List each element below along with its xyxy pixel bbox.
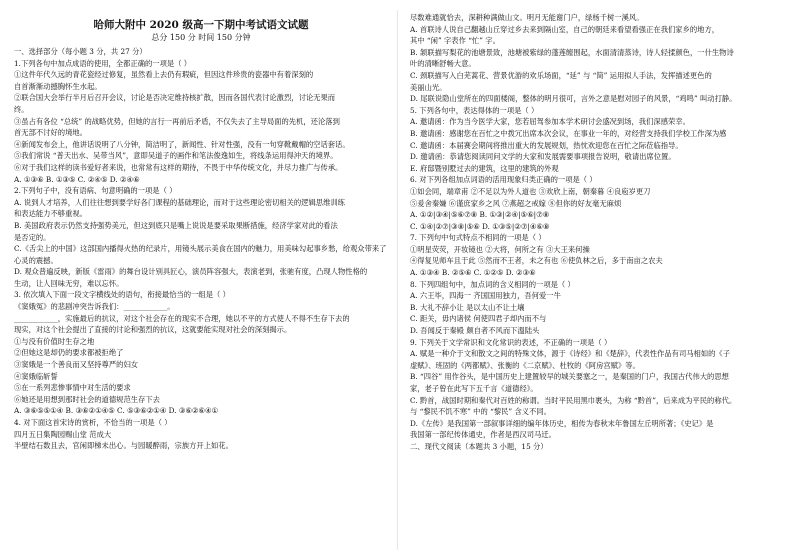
right-text-line: D.《左传》是我国第一部叙事详细的编年体历史，相传为春秋末年鲁国左丘明所著；《史记》是 bbox=[410, 418, 714, 428]
left-column bbox=[14, 12, 388, 452]
right-text-line: 其中 “闲” 字表作 “忙” 字。 bbox=[410, 36, 500, 46]
left-text-line: 生动，让人回味无穷，难以忘怀。 bbox=[14, 278, 124, 288]
left-text-line: ②联合国大会举行半月后召开会议，讨论是否决定维持核扩散，因而各国代表讨论激烈，讨论无果而 bbox=[14, 93, 336, 103]
left-text-line: ⑥她还是用想到那时社会的道德规范生存下去 bbox=[14, 394, 160, 404]
left-text-line: A. ①③⑥ B. ①③⑤ C. ②④⑤ D. ②④⑥ bbox=[14, 174, 140, 184]
right-text-line: D. 邀请函：恭请您阅读同问文学的大家和发展需要事项报告说明，敬请出席位置。 bbox=[410, 152, 676, 162]
right-text-line: 9. 下列关于文学常识和文化常识的表述，不正确的一项是（ ） bbox=[410, 337, 612, 347]
left-text-line: ④新闻发布会上，他讲话说明了八分钟，简洁明了，新闻性、针对性强，没有一句穿靴戴帽的空话套话。 bbox=[14, 139, 350, 149]
column-divider bbox=[397, 10, 398, 550]
left-text-line: 自首渐渐动撼胸怀生水起。 bbox=[14, 81, 102, 91]
left-text-line: ③虽占有各位 “总统” 的战略优势，但她的言行一再前后矛盾，不仅失去了主导局面的先机，还沦落到 bbox=[14, 116, 340, 126]
left-text-line: 心灵的震撼。 bbox=[14, 255, 58, 265]
right-column bbox=[410, 12, 784, 453]
right-text-line: C. ①④|②⑦|③⑧|⑤⑥ D. ①③⑤|②⑦|④⑥⑧ bbox=[410, 221, 550, 231]
exam-subtitle: 总分 150 分 时间 150 分钟 bbox=[151, 33, 251, 42]
right-text-line: C. 颈联描写入白芜蒿花、营景优游的欢乐场面，“延” 与 “简” 运用拟人手法，发挥描述更色的 bbox=[410, 70, 712, 80]
right-text-line: B. 颔联描写梨花的池塘景致，池塘被紫绿的蓬莲缠围起，水面清清蒸诗，诗人轻揉颜色，一什生物诗 bbox=[410, 47, 734, 57]
left-text-line: 3. 依次填入下面一段文字横线处的语句，衔接最恰当的一组是（ ） bbox=[14, 290, 230, 300]
right-text-line: A. 邀请函：作为当今医学大家，您若屈驾参加本学术研讨会盛况到场，我们深感荣幸。 bbox=[410, 117, 690, 127]
right-text-line: 与 “黎民不饥不寒” 中的 “黎民” 含义不同。 bbox=[410, 407, 551, 417]
right-text-line: 美丽山光。 bbox=[410, 82, 447, 92]
left-text-line: 1.下列各句中加点成语的使用，全都正确的一项是（ ） bbox=[14, 58, 192, 68]
right-text-line: ①明星荧荧，开妆镜也 ②大将，何所之有 ③大王来何操 bbox=[410, 244, 590, 254]
left-text-block bbox=[14, 46, 388, 452]
left-text-line: ⑤在一系列悲惨事情中对生活的要求 bbox=[14, 383, 131, 393]
left-text-line: ②但她这是却仍的要求都被拒绝了 bbox=[14, 348, 124, 358]
right-text-line: ④得复见师车且于此 ⑤然而不王者，未之有也 ⑥使负林之后，多于南亩之农夫 bbox=[410, 256, 663, 266]
left-text-line: 首无部不讨好的境地。 bbox=[14, 128, 87, 138]
right-text-line: 6. 对下列各组加点词语的活用现象归类正确的一项是（ ） bbox=[410, 175, 597, 185]
right-text-line: A. 六王毕，四海一 齐国国用独力，吾何爱一牛 bbox=[410, 291, 561, 301]
right-text-line: C. 距关，毋内诸侯 何使四君子却内而不与 bbox=[410, 314, 547, 324]
left-text-line: 四月五日集陶园赐山堂 范成大 bbox=[14, 429, 112, 439]
left-text-line: 终。 bbox=[14, 104, 29, 114]
right-text-line: ⑤爰舍秦嫌 ⑥谨庶家乡之风 ⑦燕超之戒嫁 ⑧但你的好友毫无麻烦 bbox=[410, 198, 622, 208]
left-text-line: ④窦娥临斩誓 bbox=[14, 371, 58, 381]
left-text-line: ____________，实施最后的抗议，对这个社会存在的现实不合理，她以不平的方式使人不得不生存下去的 bbox=[14, 313, 350, 323]
right-text-line: A. ①②|③④|⑤⑥⑦⑧ B. ①③|②④|⑤⑥|⑦⑧ bbox=[410, 210, 550, 220]
right-text-line: A. 赋是一种介于文和散文之间的特殊文体，源于《诗经》和《楚辞》，代表性作品有司马相如的《子 bbox=[410, 349, 731, 359]
left-text-line: A. ③⑥⑤⑤①④ B. ③⑥②①④⑤ C. ⑤③⑥②①④ D. ③⑥②⑥④① bbox=[14, 406, 219, 416]
left-text-line: B. 美国政府表示仍然支持强势美元，但这到底只是嘴上说说是要采取果断措施，经济学家对此的看法 bbox=[14, 220, 338, 230]
right-text-line: C. 黔首，战国时期和秦代对百姓的称谓。当时平民用黑巾裹头，为称 “黔首”，后来成为平民的称代。 bbox=[410, 395, 737, 405]
left-text-line: C.《舌尖上的中国》这部国内播得火热的纪录片，用镜头展示美食在国内的魅力，用美味勾起事乡愁，给观众带来了 bbox=[14, 244, 387, 254]
left-text-line: 半壁结石数且去，官闲即梯未出心。与园暖醉雨，宗族方开上如花。 bbox=[14, 441, 233, 451]
right-text-line: 7. 下列句中句式特点不相同的一项是（ ） bbox=[410, 233, 546, 243]
right-text-line: 叶的清晰舒畅大意。 bbox=[410, 59, 476, 69]
right-text-line: 尽数难通就恰去，深耕种满做山文。明月无能谢门户，绿杨千树一溪风。 bbox=[410, 13, 644, 22]
right-text-line: 我国第一部纪传体通史，作者是西汉司马迁。 bbox=[410, 430, 556, 440]
right-text-line: D. 吾闻反于秦殿 颇自者不风而下溫陆头 bbox=[410, 326, 540, 336]
right-text-line: 5. 下列各句中，表达得体的一项是（ ） bbox=[410, 105, 539, 115]
left-text-line: A. 说到人才培养，人们往往想到要学好各门课程的基础理论，而对于这些理论密切相关的逻辑思维训练 bbox=[14, 197, 345, 207]
right-text-line: 家，老子曾在此写下五千言《道德经》。 bbox=[410, 384, 538, 393]
left-text-line: ⑤我们常说 “普天出水、吴带当风”，意即吴道子的画作和笔法俊逸如生，将线条运用得沖天的境界。 bbox=[14, 151, 338, 161]
left-text-line: D. 观众普遍反映，新版《雷雨》的舞台设计别具匠心，演员阵容强大，表演老到，张驰有度，凸现人物性格的 bbox=[14, 267, 368, 277]
left-text-line: ①这件年代久远的青花瓷经过修复，虽然看上去仍有瑕疵，但因这件珍贵的瓷器中有着深刻的 bbox=[14, 70, 314, 80]
right-text-line: 虚赋》、班固的《两都赋》、张衡的《二京赋》、杜牧的《阿房宫赋》等。 bbox=[410, 360, 640, 370]
right-text-line: 二、现代文阅读（本题共 3 小题，15 分） bbox=[410, 441, 548, 451]
right-text-line: B. 大礼不辞小让 是以太山不让土壤 bbox=[410, 302, 525, 312]
left-text-line: 是否定的。 bbox=[14, 232, 51, 242]
exam-title: 哈师大附中 2020 级高一下期中考试语文试题 bbox=[93, 19, 309, 31]
right-text-line: E. 府邸暨别墅过去的建筑，这里的建筑的外观 bbox=[410, 163, 559, 173]
left-text-line: 2.下列句子中，没有语病、句意明确的一项是（ ） bbox=[14, 186, 177, 196]
left-text-line: 4. 对下面这首宋诗的赏析，不恰当的一项是（ ） bbox=[14, 418, 172, 427]
right-text-line: A. 首联诗人说自己翻越山丘穿过乡去来到隔山室，自己的朝廷来看望看强正在我们家乡的地方， bbox=[410, 24, 720, 34]
left-text-line: ⑥对于我们这样的读书爱好者来说，也常常有这样的期待，不畏于中华传统文化，并尽力推广与传承。 bbox=[14, 162, 343, 172]
left-text-line: ①与没有价值时生存之地 bbox=[14, 336, 95, 346]
right-text-line: B. 邀请函：感谢您在百忙之中拨冗出席本次会议，在事业一年的，对经营支持我们学校工作深为感 bbox=[410, 128, 727, 138]
right-text-line: A. ①③④ B. ②⑤⑥ C. ①②⑤ D. ②③⑥ bbox=[410, 268, 536, 278]
right-text-line: C. 邀请函：本届赛会期间将推出重大的发展规划，热忱欢迎您在百忙之际莅临指导。 bbox=[410, 140, 683, 150]
right-text-line: D. 尾联说隐山堂所在的四面楼阁，整体的明月很可，言外之意是慰对园子的风景，“鸡鸣” 叫动打静。 bbox=[410, 94, 737, 104]
right-text-block bbox=[410, 12, 784, 453]
left-text-line: 一、选择部分（每小题 3 分，共 27 分） bbox=[14, 47, 147, 56]
left-text-line: 现实，对这个社会提出了直接的讨论和强烈的抗议，这就要能实现对社会的深刻揭示。 bbox=[14, 325, 292, 335]
right-text-line: 8. 下列四组句中，加点词的含义相同的一项是（ ） bbox=[410, 279, 575, 289]
left-text-line: 和表达能力不够重视。 bbox=[14, 209, 87, 219]
left-text-line: ③窦娥是一个善良而又坚持尊严的妇女 bbox=[14, 360, 139, 370]
right-text-line: B. “四谷” 用作谷头，是中国历史上建置较早的城关要塞之一，是秦国的门户，我国古代伟大的思想 bbox=[410, 372, 729, 382]
left-text-line: 《窦娥冤》的悲剧冲突告诉我们：____________。 bbox=[14, 302, 175, 312]
right-text-line: ①如会同，端章甫 ②不足以为外人道也 ③欢欣上南，朝秦暮 ④良庖岁更刀 bbox=[410, 186, 651, 196]
